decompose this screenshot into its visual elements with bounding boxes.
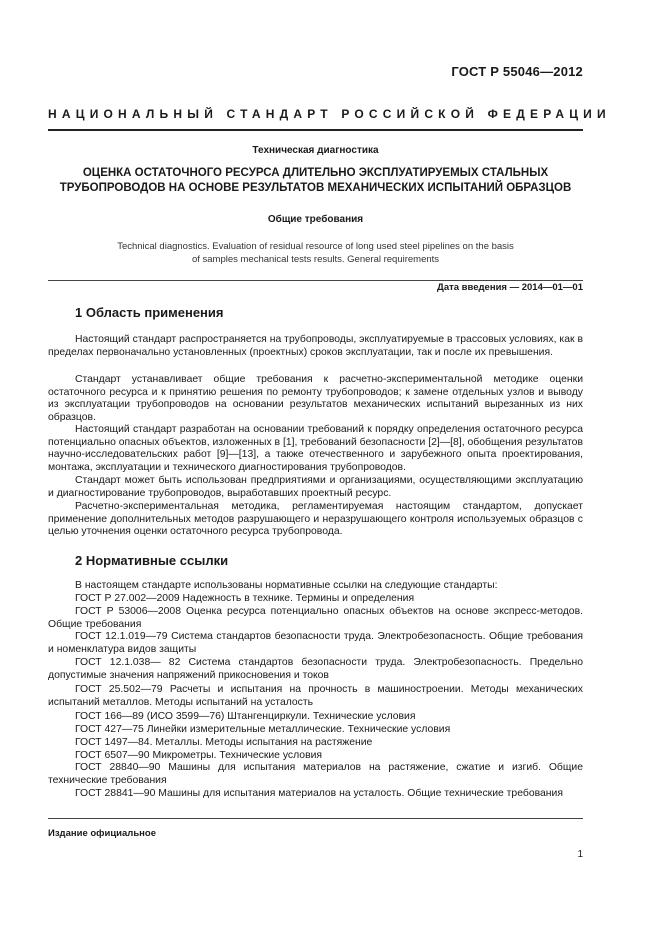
normative-reference: ГОСТ 25.502—79 Расчеты и испытания на прочность в машиностроении. Методы механических испытаний металлов. Методы испытаний на усталость: [48, 684, 583, 708]
section-1-paragraph: Настоящий стандарт распространяется на трубопроводы, эксплуатируемые в трассовых условиях, как в пределах первоначально установленных (проектных) сроков эксплуатации, так и после их превышения.: [48, 334, 583, 358]
normative-reference: ГОСТ Р 27.002—2009 Надежность в технике. Термины и определения: [75, 593, 415, 604]
document-title-line-2: ТРУБОПРОВОДОВ НА ОСНОВЕ РЕЗУЛЬТАТОВ МЕХАНИЧЕСКИХ ИСПЫТАНИЙ ОБРАЗЦОВ: [59, 182, 572, 194]
header-divider: [48, 129, 583, 131]
normative-reference: ГОСТ 28841—90 Машины для испытания материалов на усталость. Общие технические требования: [75, 788, 563, 799]
national-standard-banner: НАЦИОНАЛЬНЫЙ СТАНДАРТ РОССИЙСКОЙ ФЕДЕРАЦИИ: [48, 107, 611, 121]
title-divider: [48, 280, 583, 281]
normative-reference: ГОСТ 12.1.038— 82 Система стандартов безопасности труда. Электробезопасность. Предельно допустимые значения напряжений прикосновения и токов: [48, 657, 583, 681]
section-2-heading: 2 Нормативные ссылки: [75, 553, 229, 568]
english-title-line-1: Technical diagnostics. Evaluation of residual resource of long used steel pipelines on the basis: [117, 241, 514, 252]
section-1-heading: 1 Область применения: [75, 305, 224, 320]
normative-reference: ГОСТ 6507—90 Микрометры. Технические условия: [75, 750, 323, 761]
document-title: [48, 166, 583, 196]
normative-reference: ГОСТ 1497—84. Металлы. Методы испытания на растяжение: [75, 737, 373, 748]
page-number: 1: [577, 849, 583, 860]
standard-code: ГОСТ Р 55046—2012: [451, 64, 583, 79]
normative-reference: ГОСТ 427—75 Линейки измерительные металлические. Технические условия: [75, 724, 451, 735]
normative-reference: ГОСТ Р 53006—2008 Оценка ресурса потенциально опасных объектов на основе экспресс-методов. Общие требования: [48, 606, 583, 630]
section-1-paragraph: Стандарт устанавливает общие требования к расчетно-экспериментальной методике оценки остаточного ресурса и к принятию решения по ремонту трубопроводов; к замене отдельных узлов и выводу из эксплуатации трубопроводов на основании результатов механических испытаний вырезанных из них образцов.: [48, 374, 583, 423]
section-1-paragraph: Стандарт может быть использован предприятиями и организациями, осуществляющими эксплуатацию и диагностирование трубопроводов, выработавших проектный ресурс.: [48, 475, 583, 499]
document-title-line-1: ОЦЕНКА ОСТАТОЧНОГО РЕСУРСА ДЛИТЕЛЬНО ЭКСПЛУАТИРУЕМЫХ СТАЛЬНЫХ: [82, 167, 549, 179]
general-requirements-label: Общие требования: [267, 214, 364, 225]
document-subtitle: Техническая диагностика: [252, 145, 379, 156]
normative-reference: ГОСТ 28840—90 Машины для испытания материалов на растяжение, сжатие и изгиб. Общие технические требования: [48, 762, 583, 786]
english-title: [48, 240, 583, 266]
section-1-paragraph: Расчетно-экспериментальная методика, регламентируемая настоящим стандартом, допускает применение дополнительных методов разрушающего и неразрушающего контроля используемых образцов с целью уточнения оценки остаточного ресурса трубопровода.: [48, 501, 583, 538]
english-title-line-2: of samples mechanical tests results. General requirements: [191, 254, 440, 265]
footer-divider: [48, 818, 583, 819]
section-1-paragraph: Настоящий стандарт разработан на основании требований к порядку определения остаточного ресурса потенциально опасных объектов, изложенных в [1], требований безопасности [2]—[8], обобщения результатов научно-исследовательских работ [9]—[13], а также отечественного и зарубежного опыта проектирования, монтажа, эксплуатации и технического диагностирования трубопроводов.: [48, 424, 583, 473]
introduction-date: Дата введения — 2014—01—01: [437, 282, 583, 293]
official-edition-label: Издание официальное: [48, 828, 156, 839]
normative-reference: В настоящем стандарте использованы нормативные ссылки на следующие стандарты:: [75, 580, 498, 591]
normative-reference: ГОСТ 12.1.019—79 Система стандартов безопасности труда. Электробезопасность. Общие требования и номенклатура видов защиты: [48, 631, 583, 655]
normative-reference: ГОСТ 166—89 (ИСО 3599—76) Штангенциркули. Технические условия: [75, 711, 416, 722]
